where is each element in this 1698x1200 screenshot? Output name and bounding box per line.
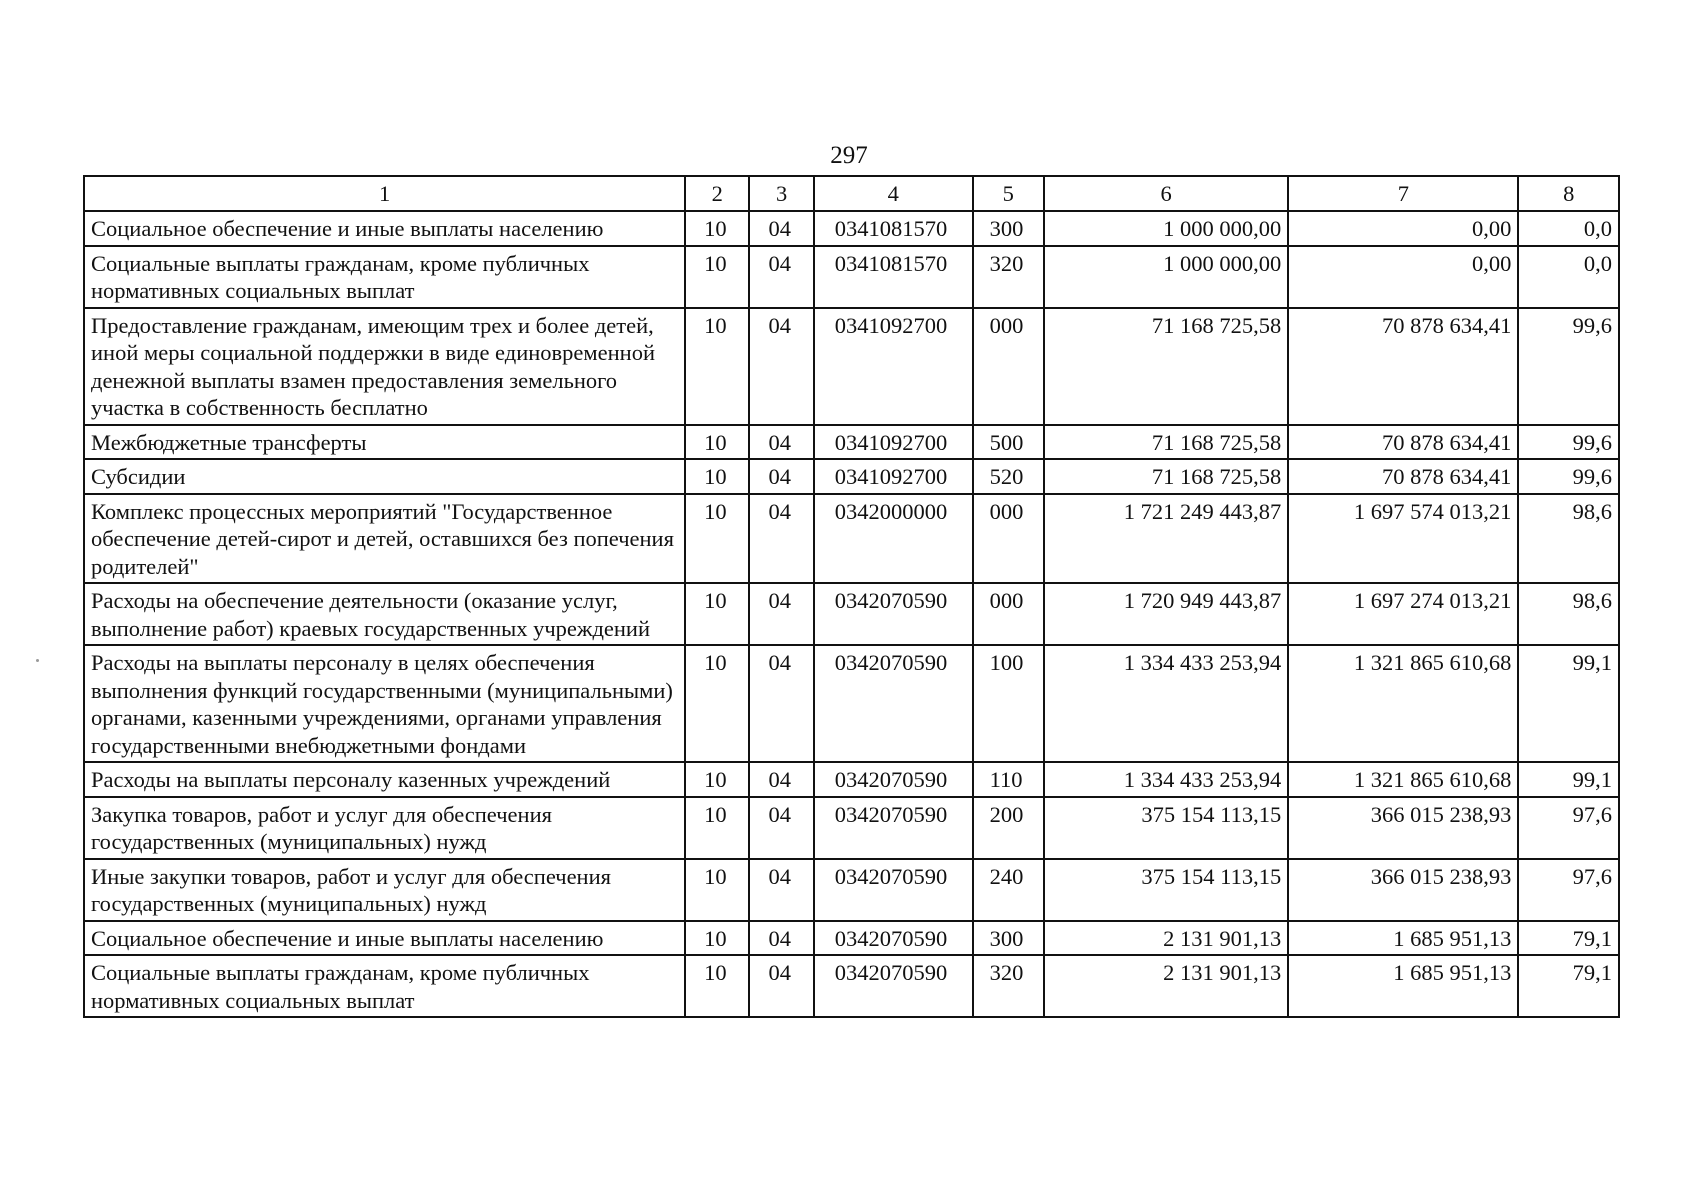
- table-row: [84, 494, 1619, 584]
- row-section: 10: [685, 921, 749, 956]
- row-planned-amount: 71 168 725,58: [1044, 308, 1288, 425]
- header-col-2: 2: [685, 176, 749, 211]
- row-target-code: 0342070590: [814, 955, 973, 1017]
- header-col-4: 4: [814, 176, 973, 211]
- row-actual-amount: 1 685 951,13: [1288, 921, 1518, 956]
- row-percent: 98,6: [1518, 583, 1619, 645]
- table-row: [84, 797, 1619, 859]
- table-row: [84, 425, 1619, 460]
- row-section: 10: [685, 583, 749, 645]
- row-actual-amount: 366 015 238,93: [1288, 797, 1518, 859]
- row-expense-type: 000: [973, 583, 1044, 645]
- row-section: 10: [685, 494, 749, 584]
- row-actual-amount: 1 321 865 610,68: [1288, 645, 1518, 762]
- row-percent: 99,1: [1518, 762, 1619, 797]
- row-actual-amount: 1 697 574 013,21: [1288, 494, 1518, 584]
- row-subsection: 04: [749, 797, 813, 859]
- table-row: [84, 246, 1619, 308]
- row-subsection: 04: [749, 583, 813, 645]
- table-header: [84, 176, 1619, 211]
- row-section: 10: [685, 425, 749, 460]
- row-section: 10: [685, 308, 749, 425]
- row-expense-type: 300: [973, 921, 1044, 956]
- table-row: [84, 308, 1619, 425]
- row-actual-amount: 0,00: [1288, 211, 1518, 246]
- row-planned-amount: 1 721 249 443,87: [1044, 494, 1288, 584]
- row-target-code: 0342070590: [814, 859, 973, 921]
- row-actual-amount: 1 685 951,13: [1288, 955, 1518, 1017]
- row-planned-amount: 375 154 113,15: [1044, 797, 1288, 859]
- table-row: [84, 645, 1619, 762]
- row-expense-type: 110: [973, 762, 1044, 797]
- row-percent: 97,6: [1518, 797, 1619, 859]
- row-section: 10: [685, 645, 749, 762]
- header-col-1: 1: [84, 176, 685, 211]
- row-name: Предоставление гражданам, имеющим трех и более детей, иной меры социальной поддержки в виде единовременной денежной выплаты взамен предоставления земельного участка в собственность бесплатно: [84, 308, 685, 425]
- row-section: 10: [685, 859, 749, 921]
- row-name: Субсидии: [84, 459, 685, 494]
- row-expense-type: 500: [973, 425, 1044, 460]
- table-row: [84, 762, 1619, 797]
- row-name: Расходы на выплаты персоналу казенных учреждений: [84, 762, 685, 797]
- row-section: 10: [685, 459, 749, 494]
- row-name: Социальное обеспечение и иные выплаты населению: [84, 921, 685, 956]
- row-expense-type: 240: [973, 859, 1044, 921]
- row-subsection: 04: [749, 645, 813, 762]
- row-expense-type: 520: [973, 459, 1044, 494]
- header-col-7: 7: [1288, 176, 1518, 211]
- row-section: 10: [685, 955, 749, 1017]
- header-col-5: 5: [973, 176, 1044, 211]
- row-subsection: 04: [749, 762, 813, 797]
- row-target-code: 0341092700: [814, 308, 973, 425]
- table-body: [84, 211, 1619, 1017]
- table-row: [84, 459, 1619, 494]
- row-actual-amount: 0,00: [1288, 246, 1518, 308]
- row-name: Комплекс процессных мероприятий "Государственное обеспечение детей-сирот и детей, оставшихся без попечения родителей": [84, 494, 685, 584]
- row-section: 10: [685, 797, 749, 859]
- row-percent: 99,1: [1518, 645, 1619, 762]
- row-planned-amount: 1 720 949 443,87: [1044, 583, 1288, 645]
- row-name: Расходы на выплаты персоналу в целях обеспечения выполнения функций государственными (муниципальными) органами, казенными учреждениями, органами управления государственными внебюджетными фондами: [84, 645, 685, 762]
- table-row: [84, 921, 1619, 956]
- row-name: Иные закупки товаров, работ и услуг для обеспечения государственных (муниципальных) нужд: [84, 859, 685, 921]
- row-planned-amount: 71 168 725,58: [1044, 459, 1288, 494]
- table-row: [84, 955, 1619, 1017]
- row-actual-amount: 1 321 865 610,68: [1288, 762, 1518, 797]
- row-name: Расходы на обеспечение деятельности (оказание услуг, выполнение работ) краевых государственных учреждений: [84, 583, 685, 645]
- row-name: Социальное обеспечение и иные выплаты населению: [84, 211, 685, 246]
- row-target-code: 0342070590: [814, 762, 973, 797]
- row-target-code: 0341092700: [814, 459, 973, 494]
- row-planned-amount: 2 131 901,13: [1044, 921, 1288, 956]
- row-planned-amount: 1 000 000,00: [1044, 246, 1288, 308]
- row-percent: 97,6: [1518, 859, 1619, 921]
- row-name: Социальные выплаты гражданам, кроме публичных нормативных социальных выплат: [84, 246, 685, 308]
- row-name: Закупка товаров, работ и услуг для обеспечения государственных (муниципальных) нужд: [84, 797, 685, 859]
- scan-speck: [36, 659, 39, 662]
- header-col-8: 8: [1518, 176, 1619, 211]
- row-target-code: 0342070590: [814, 645, 973, 762]
- row-planned-amount: 2 131 901,13: [1044, 955, 1288, 1017]
- row-expense-type: 000: [973, 308, 1044, 425]
- row-actual-amount: 1 697 274 013,21: [1288, 583, 1518, 645]
- row-planned-amount: 375 154 113,15: [1044, 859, 1288, 921]
- row-target-code: 0342000000: [814, 494, 973, 584]
- row-expense-type: 100: [973, 645, 1044, 762]
- row-actual-amount: 70 878 634,41: [1288, 425, 1518, 460]
- row-section: 10: [685, 211, 749, 246]
- header-col-3: 3: [749, 176, 813, 211]
- row-planned-amount: 1 334 433 253,94: [1044, 645, 1288, 762]
- row-actual-amount: 70 878 634,41: [1288, 459, 1518, 494]
- row-percent: 99,6: [1518, 308, 1619, 425]
- row-planned-amount: 1 334 433 253,94: [1044, 762, 1288, 797]
- row-target-code: 0341081570: [814, 246, 973, 308]
- row-name: Социальные выплаты гражданам, кроме публичных нормативных социальных выплат: [84, 955, 685, 1017]
- row-subsection: 04: [749, 246, 813, 308]
- row-subsection: 04: [749, 859, 813, 921]
- table-row: [84, 859, 1619, 921]
- row-percent: 79,1: [1518, 921, 1619, 956]
- row-subsection: 04: [749, 921, 813, 956]
- row-subsection: 04: [749, 211, 813, 246]
- row-percent: 99,6: [1518, 425, 1619, 460]
- row-section: 10: [685, 246, 749, 308]
- row-percent: 0,0: [1518, 246, 1619, 308]
- row-expense-type: 200: [973, 797, 1044, 859]
- row-name: Межбюджетные трансферты: [84, 425, 685, 460]
- header-row: [84, 176, 1619, 211]
- page-number: 297: [830, 142, 868, 169]
- row-target-code: 0342070590: [814, 797, 973, 859]
- row-target-code: 0341081570: [814, 211, 973, 246]
- row-subsection: 04: [749, 308, 813, 425]
- table-row: [84, 211, 1619, 246]
- row-planned-amount: 71 168 725,58: [1044, 425, 1288, 460]
- row-subsection: 04: [749, 955, 813, 1017]
- row-actual-amount: 70 878 634,41: [1288, 308, 1518, 425]
- row-target-code: 0341092700: [814, 425, 973, 460]
- row-subsection: 04: [749, 425, 813, 460]
- table-row: [84, 583, 1619, 645]
- row-percent: 99,6: [1518, 459, 1619, 494]
- row-target-code: 0342070590: [814, 583, 973, 645]
- row-planned-amount: 1 000 000,00: [1044, 211, 1288, 246]
- row-expense-type: 320: [973, 246, 1044, 308]
- row-expense-type: 300: [973, 211, 1044, 246]
- row-expense-type: 000: [973, 494, 1044, 584]
- row-percent: 0,0: [1518, 211, 1619, 246]
- row-percent: 79,1: [1518, 955, 1619, 1017]
- header-col-6: 6: [1044, 176, 1288, 211]
- row-expense-type: 320: [973, 955, 1044, 1017]
- row-percent: 98,6: [1518, 494, 1619, 584]
- row-actual-amount: 366 015 238,93: [1288, 859, 1518, 921]
- row-subsection: 04: [749, 459, 813, 494]
- row-section: 10: [685, 762, 749, 797]
- row-target-code: 0342070590: [814, 921, 973, 956]
- row-subsection: 04: [749, 494, 813, 584]
- budget-table: [83, 175, 1620, 1018]
